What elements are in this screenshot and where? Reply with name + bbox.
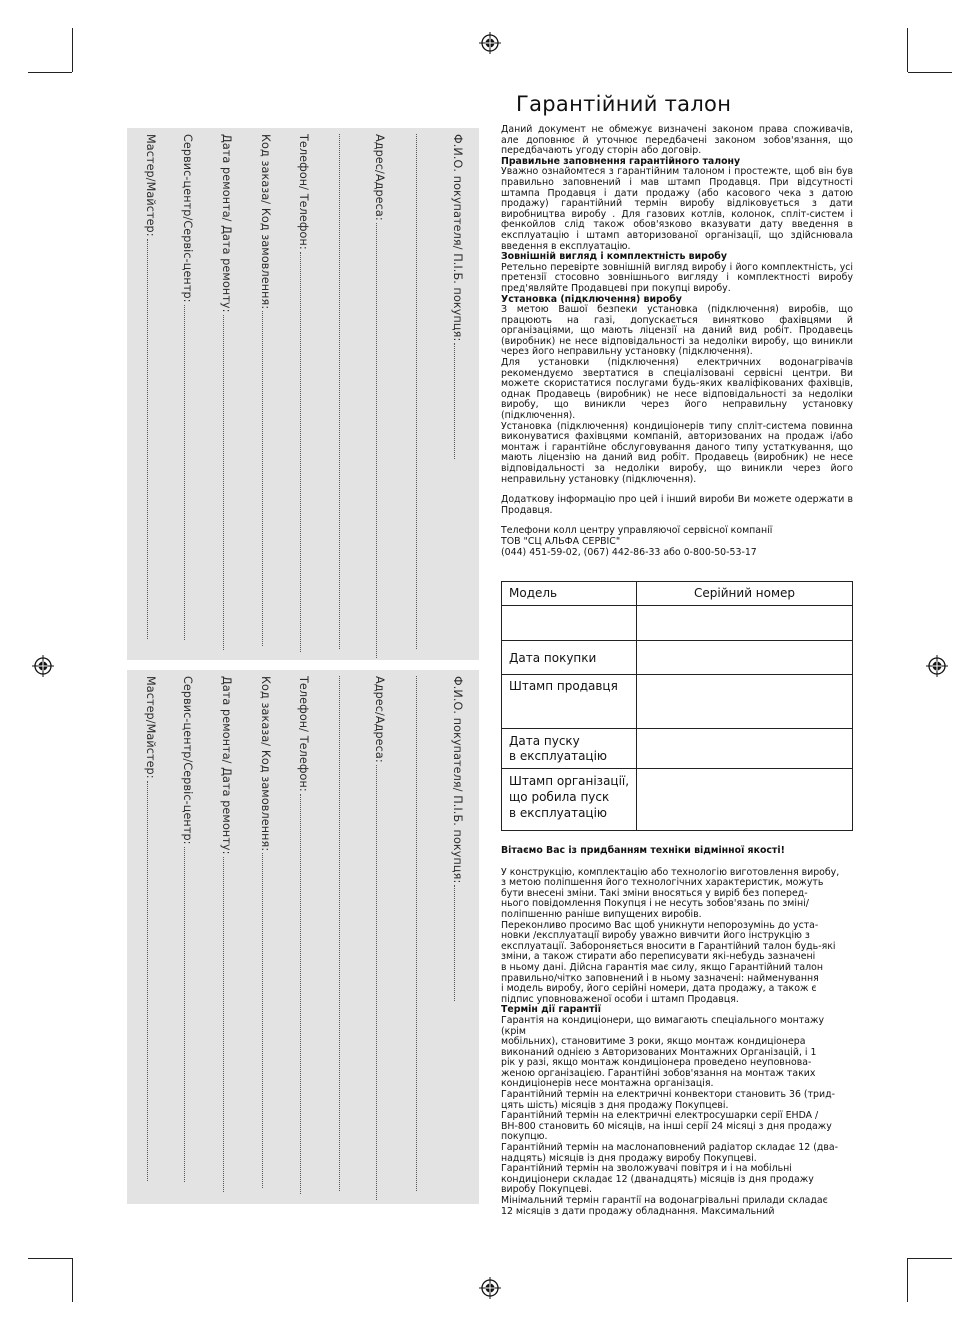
start-date-label-line: Дата пуску bbox=[509, 733, 580, 748]
serial-number-cell[interactable] bbox=[637, 606, 853, 641]
start-date-label bbox=[502, 729, 637, 769]
fill-line[interactable] bbox=[376, 765, 377, 1200]
paragraph: Для установки (підключення) електричних водонагрівачів рекомендуємо звертатися в спеціалізовані сервісні центри. Ви можете скористатися послугами будь-яких кваліфікованих фахівців, однак Продавець (виробник) не несе відповідальності за недоліки виробу, що виникли через його неправильну установку (підключення). bbox=[501, 357, 853, 422]
fill-line[interactable] bbox=[376, 223, 377, 658]
coupon-field bbox=[214, 670, 236, 1204]
coupon-field bbox=[291, 128, 313, 660]
coupon-field bbox=[407, 670, 429, 1204]
fill-line[interactable] bbox=[223, 315, 224, 650]
text-line: надцять) місяців із дня продажу виробу Покупцеві. bbox=[501, 1152, 757, 1164]
text-line: Гарантія на кондиціонери, що вимагають спеціального монтажу bbox=[501, 1014, 825, 1026]
purchase-date-cell[interactable] bbox=[637, 641, 853, 675]
greeting: Вітаємо Вас із придбанням техніки відмінної якості! bbox=[501, 845, 785, 856]
text-line: виконаний однією з Авторизованих Монтажних Організацій, і 1 bbox=[501, 1046, 817, 1058]
coupon-field bbox=[407, 128, 429, 660]
text-line: цять шість) місяців з дня продажу Покупцеві. bbox=[501, 1099, 729, 1111]
fill-line[interactable] bbox=[416, 676, 417, 1191]
seller-stamp-cell[interactable] bbox=[637, 675, 853, 729]
text-line: мобільних), становитиме 3 роки, якщо монтаж кондиціонера bbox=[501, 1036, 806, 1048]
warranty-table bbox=[501, 581, 853, 831]
coupon-field bbox=[175, 128, 197, 660]
text-line: покупцю. bbox=[501, 1131, 548, 1143]
text-line: Гарантійний термін на електричні електросушарки серії EHDA / bbox=[501, 1110, 819, 1122]
fill-line[interactable] bbox=[300, 252, 301, 652]
text-line: кондиціонерів несе монтажна організація. bbox=[501, 1078, 714, 1090]
text-line: Гарантійний термін на маслонаповнений радіатор складає 12 (два- bbox=[501, 1142, 838, 1154]
fill-line[interactable] bbox=[454, 885, 455, 1001]
coupon-field bbox=[253, 670, 275, 1204]
coupon-field bbox=[367, 670, 389, 1204]
crop-mark bbox=[907, 28, 908, 72]
coupon-field-label: Мастер/Майстер: bbox=[144, 676, 157, 779]
paragraph: Даний документ не обмежує визначені законом права споживачів, але доповнює й уточнює передбачені законом зобов'язання, що передбачають угоду сторін або договір. bbox=[501, 124, 853, 157]
fill-line[interactable] bbox=[223, 857, 224, 1192]
text-line: Переконливо просимо Вас щоб уникнути непорозумінь до уста- bbox=[501, 919, 819, 931]
coupon-field-label: Дата ремонта/ Дата ремонту: bbox=[220, 134, 233, 313]
section-heading: Правильне заповнення гарантійного талону bbox=[501, 155, 741, 167]
org-stamp-cell[interactable] bbox=[637, 769, 853, 831]
crop-mark bbox=[907, 1258, 908, 1302]
org-stamp-label-line: що робила пуск bbox=[509, 790, 610, 804]
coupon-field bbox=[138, 128, 160, 660]
coupon-field bbox=[330, 128, 352, 660]
paragraph: З метою Вашої безпеки установка (підключення) виробів, що працюють на газі, допускається винятково фахівцями й організаціями, що мають ліцензії на даний вид робіт. Продавець (виробник) не несе відповідальності за недоліки виробу, що виникли через його неправильну установку (підключення). bbox=[501, 304, 853, 358]
page-title: Гарантійний талон bbox=[516, 92, 732, 116]
model-cell[interactable] bbox=[502, 606, 637, 641]
registration-mark-icon bbox=[479, 1277, 501, 1299]
coupon-field-label: Мастер/Майстер: bbox=[144, 134, 157, 237]
text-line: Гарантійний термін на електричні конвектори становить 36 (трид- bbox=[501, 1089, 835, 1101]
warranty-terms-text bbox=[501, 846, 853, 1217]
text-line: женою організацією. Гарантійні зобов'язання на монтаж таких bbox=[501, 1067, 816, 1079]
coupon-field-label: Код заказа/ Код замовлення: bbox=[259, 676, 272, 852]
coupon-field bbox=[253, 128, 275, 660]
crop-mark bbox=[908, 1258, 952, 1259]
phone-numbers: (044) 451-59-02, (067) 442-86-33 або 0-800-50-53-17 bbox=[501, 546, 757, 558]
tear-off-coupon-bottom bbox=[127, 670, 479, 1204]
coupon-field-label: Адрес/Адреса: bbox=[373, 676, 386, 763]
fill-line[interactable] bbox=[339, 676, 340, 1191]
org-stamp-label bbox=[502, 769, 637, 831]
fill-line[interactable] bbox=[339, 134, 340, 649]
fill-line[interactable] bbox=[147, 239, 148, 639]
coupon-field bbox=[445, 670, 467, 1204]
serial-number-header: Серійний номер bbox=[637, 582, 853, 606]
text-line: кондиціонери складає 12 (дванадцять) місяців із дня продажу bbox=[501, 1173, 814, 1185]
fill-line[interactable] bbox=[454, 343, 455, 459]
text-line: У конструкцію, комплектацію або технологію виготовлення виробу, bbox=[501, 866, 840, 878]
text-line: бути внесені зміни. Такі зміни вносяться у виріб без поперед- bbox=[501, 887, 808, 899]
coupon-field bbox=[291, 670, 313, 1204]
text-line: 12 місяців з дати продажу обладнання. Максимальний bbox=[501, 1205, 775, 1217]
coupon-field bbox=[214, 128, 236, 660]
text-line: поліпшенню раніше випущених виробів. bbox=[501, 908, 702, 920]
coupon-field bbox=[367, 128, 389, 660]
model-header: Модель bbox=[502, 582, 637, 606]
crop-mark bbox=[908, 72, 952, 73]
call-center-line: Телефони колл центру управляючої сервісної компанії bbox=[501, 525, 773, 537]
coupon-field-label: Код заказа/ Код замовлення: bbox=[259, 134, 272, 310]
section-heading: Установка (підключення) виробу bbox=[501, 293, 682, 305]
fill-line[interactable] bbox=[147, 781, 148, 1181]
paragraph: Додаткову інформацію про цей і інший вироби Ви можете одержати в Продавця. bbox=[501, 494, 853, 516]
fill-line[interactable] bbox=[184, 847, 185, 1182]
coupon-field-label: Сервис-центр/Сервіс-центр: bbox=[181, 134, 194, 303]
registration-mark-icon bbox=[479, 32, 501, 54]
fill-line[interactable] bbox=[262, 311, 263, 646]
company-name: ТОВ "СЦ АЛЬФА СЕРВІС" bbox=[501, 535, 621, 547]
text-line: новки /експлуатації виробу уважно вивчити його інструкцію з bbox=[501, 930, 810, 942]
start-date-cell[interactable] bbox=[637, 729, 853, 769]
fill-line[interactable] bbox=[184, 305, 185, 640]
coupon-field bbox=[445, 128, 467, 660]
coupon-field-label: Сервис-центр/Сервіс-центр: bbox=[181, 676, 194, 845]
text-line: зміни, а також стирати або переписувати які-небудь зазначені bbox=[501, 951, 816, 963]
fill-line[interactable] bbox=[262, 853, 263, 1188]
fill-line[interactable] bbox=[416, 134, 417, 649]
org-stamp-label-line: Штамп організації, bbox=[509, 774, 630, 788]
text-line: підпис уповноваженої особи і штамп Продавця. bbox=[501, 993, 739, 1005]
paragraph: Установка (підключення) кондиціонерів типу спліт-система повинна виконуватися фахівцями компаній, авторизованих на продаж і/або монтаж і гарантійне обслуговування даного типу устаткування, що мають ліцензію на даний вид робіт. Продавець (виробник) не несе відповідальності за недоліки виробу, що виникли через його неправильну установку (підключення). bbox=[501, 420, 853, 485]
fill-line[interactable] bbox=[300, 794, 301, 1194]
text-line: правильно/чітко заповнений і в ньому зазначені: найменування bbox=[501, 972, 819, 984]
text-line: Гарантійний термін на зволожувачі повітря и і на мобільні bbox=[501, 1163, 792, 1175]
coupon-field bbox=[330, 670, 352, 1204]
crop-mark bbox=[72, 1258, 73, 1302]
tear-off-coupon-top bbox=[127, 128, 479, 660]
coupon-field-label: Телефон/ Телефон: bbox=[297, 676, 310, 792]
warranty-intro-text bbox=[501, 125, 853, 558]
coupon-field-label: Ф.И.О. покупателя/ П.І.Б. покупця: bbox=[451, 676, 464, 884]
org-stamp-label-line: в експлуатацію bbox=[509, 806, 608, 820]
section-heading: Зовнішній вигляд і комплектність виробу bbox=[501, 251, 727, 263]
text-line: нього повідомлення Покупця і не несуть зобов'язань по зміні/ bbox=[501, 898, 809, 910]
text-line: з метою поліпшення його технологічних характеристик, можуть bbox=[501, 877, 824, 889]
paragraph: Ретельно перевірте зовнішній вигляд виробу і його комплектність, усі претензії стосовно зовнішнього вигляду і комплектності виробу пред'являйте Продавцеві при покупці виробу. bbox=[501, 261, 853, 294]
text-line: рік у разі, якщо монтаж кондиціонера проведено неуповнова- bbox=[501, 1057, 812, 1069]
coupon-field-label: Адрес/Адреса: bbox=[373, 134, 386, 221]
text-line: виробу Покупцеві. bbox=[501, 1184, 592, 1196]
text-line: в ньому дані. Дійсна гарантія має силу, якщо Гарантійний талон bbox=[501, 961, 823, 973]
text-line: і модель виробу, його серійні номери, дата продажу, а також є bbox=[501, 983, 817, 995]
crop-mark bbox=[28, 72, 72, 73]
registration-mark-icon bbox=[926, 655, 948, 677]
crop-mark bbox=[72, 28, 73, 72]
coupon-field-label: Ф.И.О. покупателя/ П.І.Б. покупця: bbox=[451, 134, 464, 342]
coupon-field bbox=[175, 670, 197, 1204]
section-heading: Термін дії гарантії bbox=[501, 1004, 601, 1016]
coupon-field-label: Телефон/ Телефон: bbox=[297, 134, 310, 250]
text-line: експлуатації. Забороняється вносити в Гарантійний талон будь-які bbox=[501, 940, 836, 952]
start-date-label-line: в експлуатацію bbox=[509, 748, 608, 763]
purchase-date-label: Дата покупки bbox=[502, 641, 637, 675]
seller-stamp-label: Штамп продавця bbox=[502, 675, 637, 729]
registration-mark-icon bbox=[32, 655, 54, 677]
text-line: (крім bbox=[501, 1025, 526, 1037]
coupon-field-label: Дата ремонта/ Дата ремонту: bbox=[220, 676, 233, 855]
crop-mark bbox=[28, 1258, 72, 1259]
coupon-field bbox=[138, 670, 160, 1204]
text-line: BH-800 становить 60 місяців, на інші серії 24 місяці з дня продажу bbox=[501, 1120, 832, 1132]
text-line: Мінімальний термін гарантії на водонагрівальні прилади складає bbox=[501, 1195, 828, 1206]
paragraph: Уважно ознайомтеся з гарантійним талоном і простежте, щоб він був правильно заповнений і мав штамп Продавця. При відсутності штампа Продавця і дати продажу (або касового чека з датою продажу) гарантійний термін виробу відліковується з дати виробництва виробу . Для газових котлів, колонок, спліт-систем і фенкойлов слід також обов'язково вказувати дату введення в експлуатацію і штамп авторизованої організації, що здійснювала введення в експлуатацію. bbox=[501, 166, 853, 252]
